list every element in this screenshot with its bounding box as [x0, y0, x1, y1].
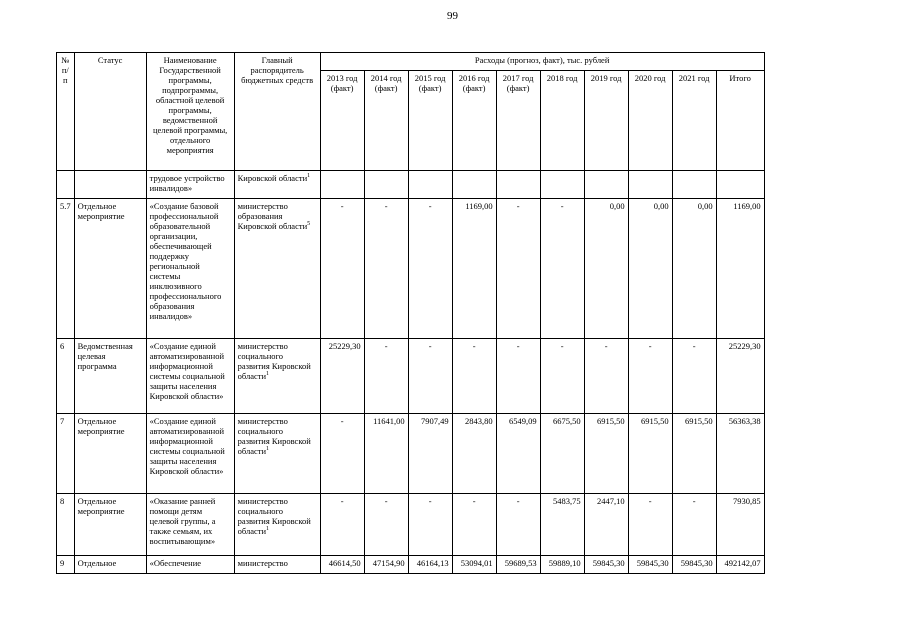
- row-value: 46164,13: [408, 556, 452, 574]
- row-value: -: [408, 339, 452, 414]
- row-value: -: [628, 339, 672, 414]
- header-year: 2015 год (факт): [408, 71, 452, 171]
- header-status: Статус: [74, 53, 146, 171]
- row-value: -: [452, 339, 496, 414]
- row-status: Ведомственная целевая программа: [74, 339, 146, 414]
- row-value: 0,00: [672, 199, 716, 339]
- header-responsible: Главный распорядитель бюджетных средств: [234, 53, 320, 171]
- row-value: 2447,10: [584, 494, 628, 556]
- row-total: 1169,00: [716, 199, 764, 339]
- row-number: [57, 171, 75, 199]
- row-value: -: [584, 339, 628, 414]
- row-number: 9: [57, 556, 75, 574]
- row-value: 59845,30: [584, 556, 628, 574]
- row-value: 11641,00: [364, 414, 408, 494]
- header-year: 2016 год (факт): [452, 71, 496, 171]
- row-value: [628, 171, 672, 199]
- row-name: трудовое устройство инвалидов»: [146, 171, 234, 199]
- row-status: Отдельное мероприятие: [74, 414, 146, 494]
- row-value: [364, 171, 408, 199]
- row-value: 0,00: [584, 199, 628, 339]
- row-name: «Создание единой автоматизированной информационной системы социальной защиты населения Кировской области»: [146, 414, 234, 494]
- footnote-mark: 1: [266, 446, 270, 453]
- row-value: [452, 171, 496, 199]
- row-responsible: министерство социального развития Кировской области$^1$: [234, 414, 320, 494]
- table-row: [57, 199, 765, 339]
- row-responsible: министерство: [234, 556, 320, 574]
- budget-table: [56, 52, 765, 574]
- row-value: 7907,49: [408, 414, 452, 494]
- row-name: «Оказание ранней помощи детям целевой группы, а также семьям, их воспитывающим»: [146, 494, 234, 556]
- page-number: 99: [447, 10, 458, 22]
- row-value: -: [364, 494, 408, 556]
- row-value: 2843,80: [452, 414, 496, 494]
- row-value: -: [496, 494, 540, 556]
- row-value: 47154,90: [364, 556, 408, 574]
- header-year: 2014 год (факт): [364, 71, 408, 171]
- header-year: 2020 год: [628, 71, 672, 171]
- row-value: 59845,30: [672, 556, 716, 574]
- row-responsible: министерство социального развития Кировской области$^1$: [234, 339, 320, 414]
- row-value: 0,00: [628, 199, 672, 339]
- row-value: -: [540, 199, 584, 339]
- row-value: 53094,01: [452, 556, 496, 574]
- row-status: Отдельное мероприятие: [74, 494, 146, 556]
- row-value: -: [540, 339, 584, 414]
- row-number: 8: [57, 494, 75, 556]
- row-value: 59889,10: [540, 556, 584, 574]
- row-status: Отдельное: [74, 556, 146, 574]
- row-name: «Создание единой автоматизированной информационной системы социальной защиты населения Кировской области»: [146, 339, 234, 414]
- row-value: 6915,50: [672, 414, 716, 494]
- footnote-mark: 5: [307, 221, 311, 228]
- footnote-mark: 1: [266, 526, 270, 533]
- row-value: -: [628, 494, 672, 556]
- row-value: [408, 171, 452, 199]
- row-value: 6549,09: [496, 414, 540, 494]
- header-year: 2018 год: [540, 71, 584, 171]
- row-value: [496, 171, 540, 199]
- row-responsible: министерство образования Кировской области$^5$: [234, 199, 320, 339]
- header-year: 2019 год: [584, 71, 628, 171]
- row-value: 5483,75: [540, 494, 584, 556]
- row-value: 46614,50: [320, 556, 364, 574]
- row-total: 7930,85: [716, 494, 764, 556]
- row-responsible: Кировской области$^1$: [234, 171, 320, 199]
- row-total: 25229,30: [716, 339, 764, 414]
- header-name: Наименование Государственной программы, подпрограммы, областной целевой программы, ведомственной целевой программы, отдельного мероприятия: [146, 53, 234, 171]
- footnote-mark: 1: [266, 371, 270, 378]
- row-value: -: [408, 494, 452, 556]
- row-value: -: [320, 199, 364, 339]
- row-value: 6675,50: [540, 414, 584, 494]
- row-value: 59689,53: [496, 556, 540, 574]
- row-value: [540, 171, 584, 199]
- header-total: Итого: [716, 71, 764, 171]
- table-row: [57, 414, 765, 494]
- row-name: «Создание базовой профессиональной образовательной организации, обеспечивающей поддержку региональной системы инклюзивного профессионального образования инвалидов»: [146, 199, 234, 339]
- row-number: 5.7: [57, 199, 75, 339]
- row-value: -: [452, 494, 496, 556]
- row-total: [716, 171, 764, 199]
- row-value: [584, 171, 628, 199]
- table-row: [57, 171, 765, 199]
- table-row: [57, 494, 765, 556]
- row-value: -: [672, 339, 716, 414]
- row-name: «Обеспечение: [146, 556, 234, 574]
- row-value: 59845,30: [628, 556, 672, 574]
- header-no: № п/п: [57, 53, 75, 171]
- row-value: -: [496, 199, 540, 339]
- row-value: -: [320, 414, 364, 494]
- row-status: [74, 171, 146, 199]
- row-total: 56363,38: [716, 414, 764, 494]
- row-value: 25229,30: [320, 339, 364, 414]
- row-value: 6915,50: [628, 414, 672, 494]
- row-value: 6915,50: [584, 414, 628, 494]
- table-row: [57, 556, 765, 574]
- header-expenses: Расходы (прогноз, факт), тыс. рублей: [320, 53, 764, 71]
- row-responsible: министерство социального развития Кировской области$^1$: [234, 494, 320, 556]
- row-number: 7: [57, 414, 75, 494]
- row-value: -: [364, 339, 408, 414]
- row-value: -: [320, 494, 364, 556]
- table-row: [57, 339, 765, 414]
- row-value: -: [496, 339, 540, 414]
- row-value: 1169,00: [452, 199, 496, 339]
- row-value: [672, 171, 716, 199]
- row-status: Отдельное мероприятие: [74, 199, 146, 339]
- row-value: [320, 171, 364, 199]
- row-total: 492142,07: [716, 556, 764, 574]
- header-year: 2013 год (факт): [320, 71, 364, 171]
- header-year: 2017 год (факт): [496, 71, 540, 171]
- header-year: 2021 год: [672, 71, 716, 171]
- row-value: -: [364, 199, 408, 339]
- row-number: 6: [57, 339, 75, 414]
- footnote-mark: 1: [307, 173, 311, 180]
- row-value: -: [672, 494, 716, 556]
- row-value: -: [408, 199, 452, 339]
